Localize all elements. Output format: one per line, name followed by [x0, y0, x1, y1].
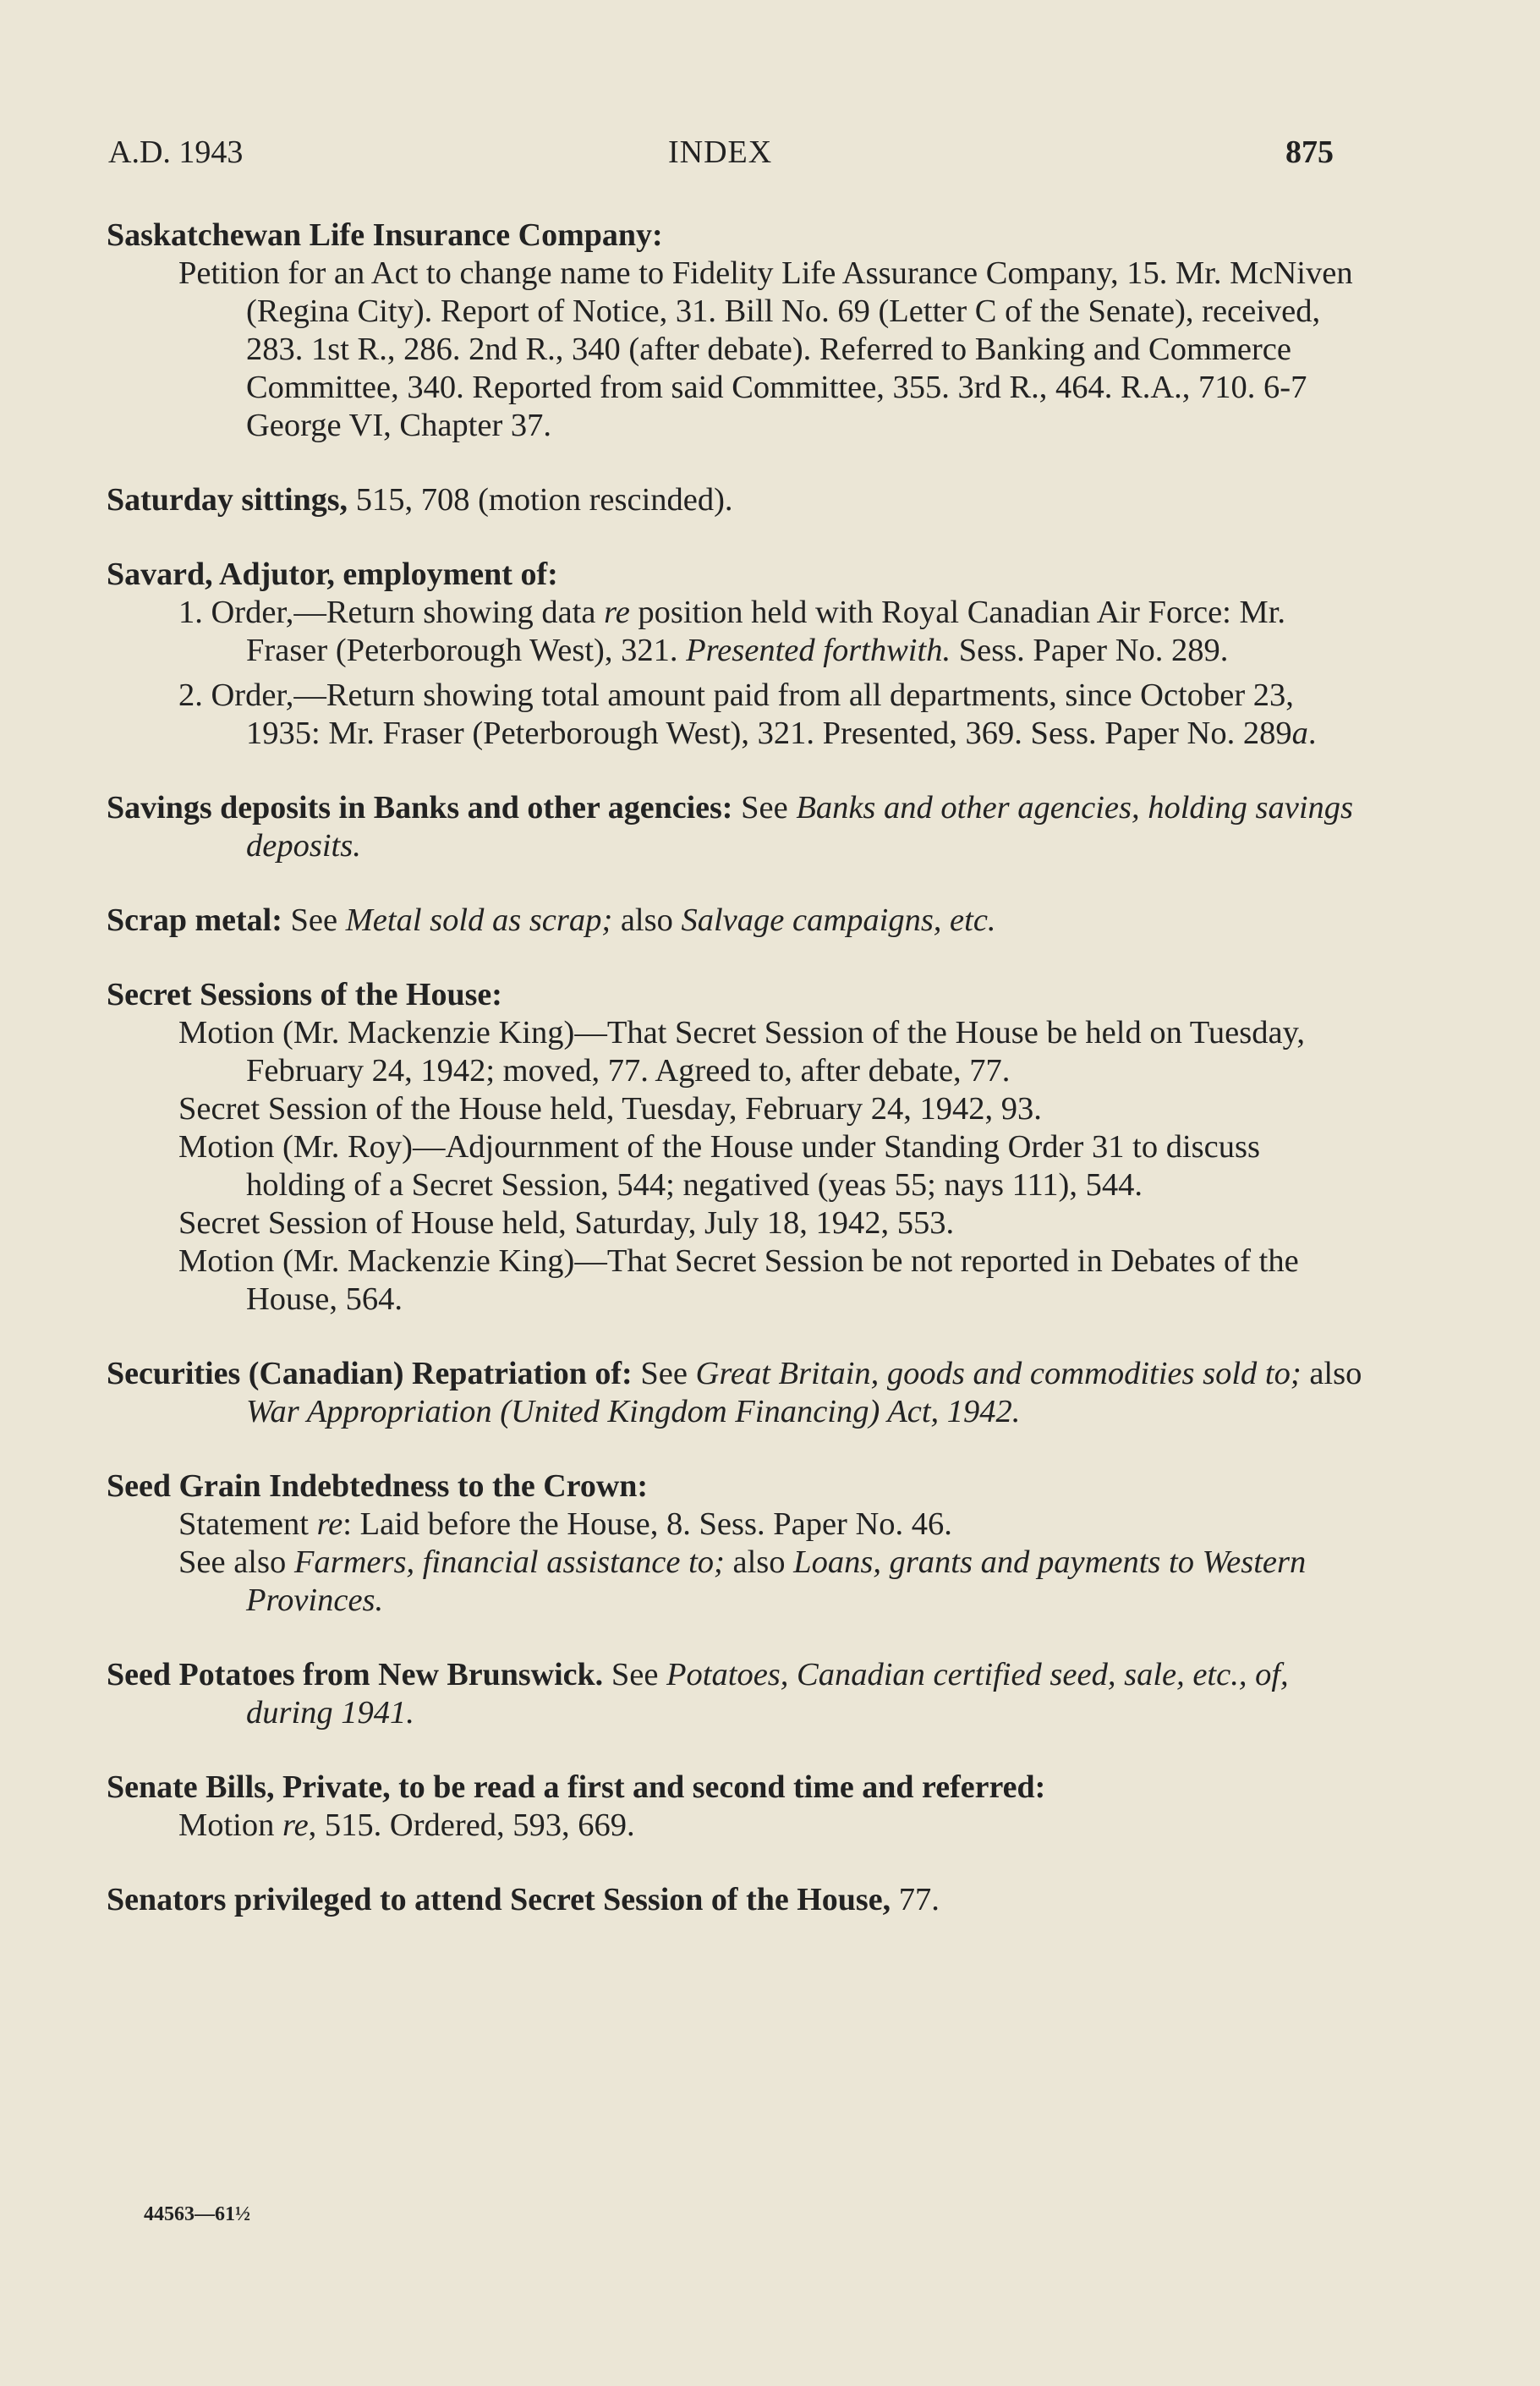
entry-heading: Seed Grain Indebtedness to the Crown:	[107, 1468, 649, 1504]
index-entry	[107, 902, 1367, 940]
entry-italic: a	[1291, 716, 1308, 751]
entry-text: See	[732, 790, 797, 826]
header-title: INDEX	[668, 134, 773, 170]
entry-heading: Savings deposits in Banks and other agencies:	[107, 790, 733, 826]
entry-line: Petition for an Act to change name to Fidelity Life Assurance Company, 15. Mr. McNiven (Regina City). Report of Notice, 31. Bill No. 69 (Letter C of the Senate), received, 283. 1st R., 286. 2nd R., 340 (after debate). Referred to Banking and Commerce Committee, 340. Reported from said Committee, 355. 3rd R., 464. R.A., 710. 6-7 George VI, Chapter 37.	[178, 255, 1353, 443]
entry-line: Motion (Mr. Roy)—Adjournment of the House under Standing Order 31 to discuss holding of a Secret Session, 544; negatived (yeas 55; nays 111), 544.	[178, 1129, 1260, 1203]
entry-italic: Presented forthwith.	[686, 633, 951, 668]
index-entry	[107, 1656, 1367, 1732]
entry-heading: Seed Potatoes from New Brunswick.	[107, 1657, 604, 1692]
index-entry	[107, 556, 1367, 753]
index-entry	[107, 481, 1367, 519]
index-entry	[107, 1769, 1367, 1845]
entry-line: Secret Session of House held, Saturday, July 18, 1942, 553.	[178, 1205, 955, 1241]
entry-italic: re	[604, 595, 630, 630]
entry-italic: Potatoes, Canadian certified seed, sale, etc., of, during 1941.	[246, 1657, 1289, 1731]
entry-italic: War Appropriation (United Kingdom Financing) Act, 1942.	[246, 1394, 1021, 1429]
entry-heading: Senators privileged to attend Secret Session of the House,	[107, 1882, 891, 1917]
entry-line: Motion (Mr. Mackenzie King)—That Secret Session be not reported in Debates of the House, 564.	[178, 1243, 1299, 1317]
entry-text: 1. Order,—Return showing data	[178, 595, 605, 630]
print-code: 44563—61½	[144, 2203, 250, 2225]
entry-text: 515, 708 (motion rescinded).	[348, 482, 733, 518]
entry-heading: Securities (Canadian) Repatriation of:	[107, 1356, 633, 1391]
entry-text: See	[632, 1356, 696, 1391]
entry-italic: Metal sold as scrap;	[345, 902, 613, 938]
entry-text: 2. Order,—Return showing total amount paid from all departments, since October 23, 1935: Mr. Fraser (Peterborough West), 321. Presented, 369. Sess. Paper No. 289	[178, 677, 1294, 751]
entry-italic: Farmers, financial assistance to;	[293, 1544, 725, 1580]
entry-text: : Laid before the House, 8. Sess. Paper No. 46.	[343, 1506, 952, 1542]
entry-text: .	[1307, 716, 1317, 751]
entry-italic: Salvage campaigns, etc.	[681, 902, 996, 938]
page-number: 875	[1285, 134, 1334, 170]
entry-text: Statement	[178, 1506, 317, 1542]
entry-line: Secret Session of the House held, Tuesday, February 24, 1942, 93.	[178, 1091, 1042, 1127]
entry-text: also	[1301, 1356, 1362, 1391]
entry-text: See	[282, 902, 346, 938]
entry-line	[107, 1807, 1367, 1845]
entry-italic: Loans, grants and payments to Western Provinces.	[246, 1544, 1307, 1618]
entry-heading: Secret Sessions of the House:	[107, 977, 502, 1012]
entry-text: , 515. Ordered, 593, 669.	[308, 1807, 635, 1843]
index-entry	[107, 217, 1367, 445]
entry-item	[107, 594, 1367, 670]
entry-line	[107, 1506, 1367, 1544]
entry-text: 77.	[891, 1882, 940, 1917]
entry-italic: Banks and other agencies, holding savings deposits.	[246, 790, 1354, 864]
entry-text: also	[612, 902, 682, 938]
entry-heading: Senate Bills, Private, to be read a first and second time and referred:	[107, 1769, 1046, 1805]
entry-line: Motion (Mr. Mackenzie King)—That Secret Session of the House be held on Tuesday, February 24, 1942; moved, 77. Agreed to, after debate, 77.	[178, 1015, 1305, 1089]
entry-italic: re	[316, 1506, 343, 1542]
entry-italic: re	[282, 1807, 309, 1843]
index-entry	[107, 1881, 1367, 1919]
entry-item	[107, 677, 1367, 753]
entry-text: also	[724, 1544, 794, 1580]
index-body	[107, 217, 1367, 1955]
index-entry	[107, 1355, 1367, 1431]
index-entry	[107, 976, 1367, 1319]
entry-heading: Saskatchewan Life Insurance Company:	[107, 217, 663, 253]
entry-text: Motion	[178, 1807, 283, 1843]
entry-italic: Great Britain, goods and commodities sold to;	[695, 1356, 1302, 1391]
entry-text: Sess. Paper No. 289.	[951, 633, 1229, 668]
entry-text: position held with Royal Canadian Air Force: Mr. Fraser (Peterborough West), 321.	[246, 595, 1286, 668]
index-entry	[107, 1467, 1367, 1620]
header-date: A.D. 1943	[108, 134, 244, 170]
entry-text: See	[603, 1657, 667, 1692]
entry-heading: Saturday sittings,	[107, 482, 348, 518]
index-entry	[107, 789, 1367, 865]
entry-line	[107, 1544, 1367, 1620]
entry-heading: Scrap metal:	[107, 902, 282, 938]
entry-heading: Savard, Adjutor, employment of:	[107, 557, 558, 592]
entry-text: See also	[178, 1544, 294, 1580]
